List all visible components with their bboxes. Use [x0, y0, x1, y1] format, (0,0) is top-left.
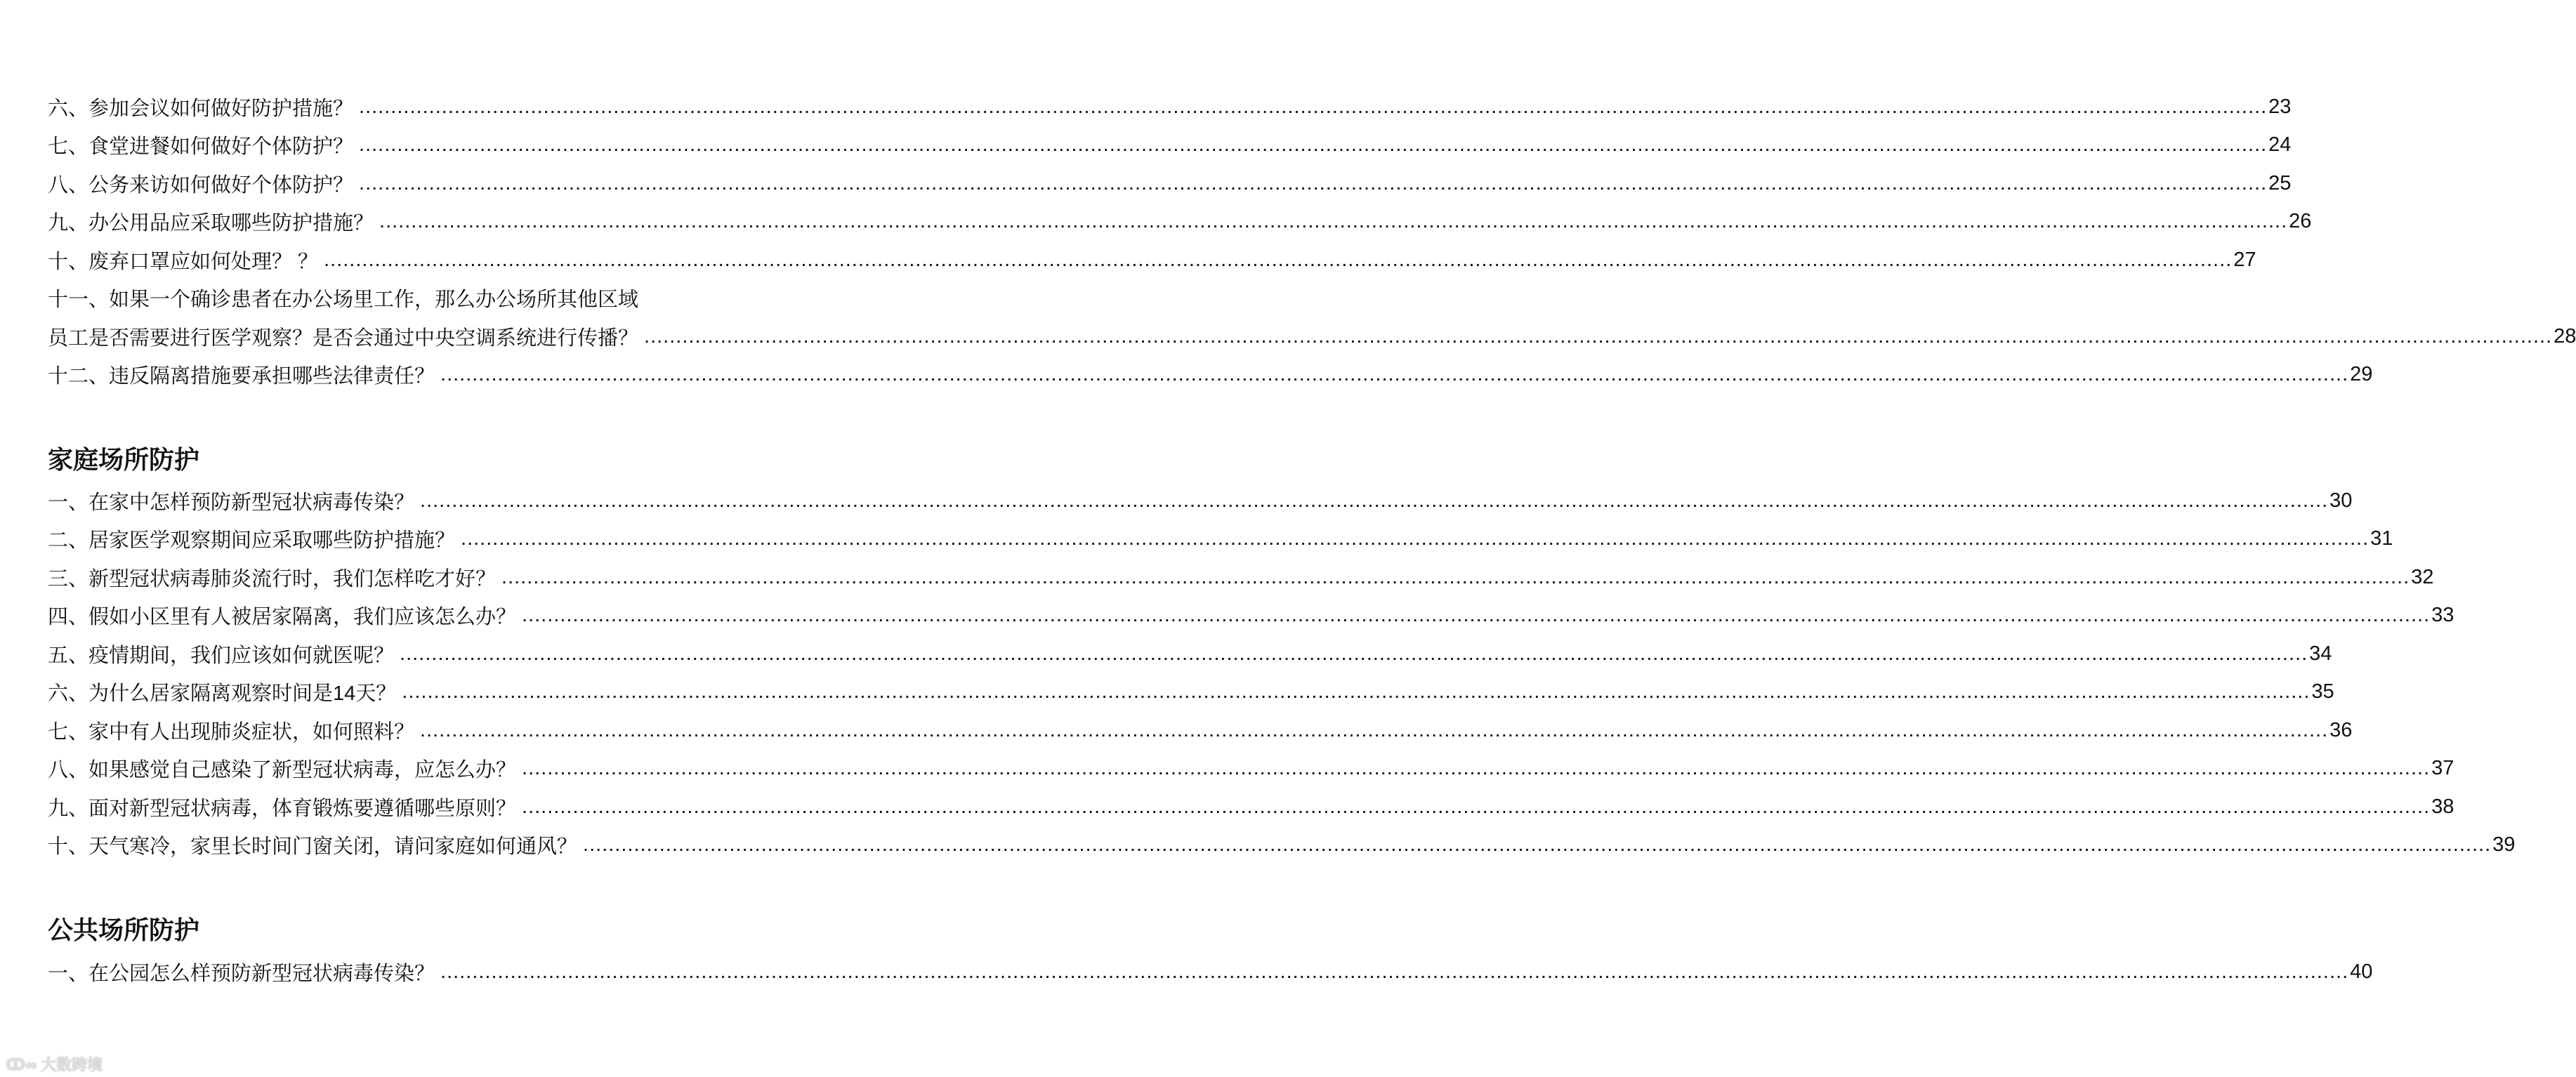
dot-leader: ............................................................................................................................................................................................................................................................................................................ [379, 210, 2288, 232]
toc-entry[interactable] [48, 126, 2292, 164]
toc-entry[interactable] [48, 673, 2334, 711]
toc-entry-title: 十、废弃口罩应如何处理？ ？ [48, 250, 319, 273]
toc-entry[interactable] [48, 203, 2312, 241]
toc-page-number: 28 [2554, 324, 2576, 348]
toc-page-number: 29 [2350, 363, 2373, 385]
toc-entry-title: 四、假如小区里有人被居家隔离，我们应该怎么办？ [48, 606, 517, 628]
toc-entry-title: 十二、违反隔离措施要承担哪些法律责任？ [48, 365, 435, 388]
toc-entry[interactable] [48, 88, 2292, 126]
section-heading: 家庭场所防护 [48, 445, 200, 474]
toc-entry-title: 八、如果感觉自己感染了新型冠状病毒，应怎么办？ [48, 759, 517, 781]
toc-entry[interactable] [48, 520, 2393, 558]
toc-entry-title: 九、面对新型冠状病毒，体育锻炼要遵循哪些原则？ [48, 797, 517, 820]
section-heading: 公共场所防护 [48, 916, 200, 944]
toc-entry-title: 一、在公园怎么样预防新型冠状病毒传染？ [48, 962, 435, 985]
toc-entry[interactable] [48, 750, 2455, 788]
toc-entry[interactable] [48, 317, 2576, 355]
toc-page-number: 39 [2492, 833, 2516, 856]
toc-page-number: 36 [2329, 718, 2353, 741]
toc-entry[interactable] [48, 711, 2353, 749]
toc-page-number: 40 [2350, 960, 2373, 983]
toc-entry-title: 三、新型冠状病毒肺炎流行时，我们怎样吃才好？ [48, 567, 497, 590]
dot-leader: ............................................................................................................................................................................................................................................................................................................ [522, 604, 2431, 626]
toc-page-number: 30 [2329, 489, 2353, 512]
toc-entry-title: 十、天气寒冷，家里长时间门窗关闭，请问家庭如何通风？ [48, 835, 578, 858]
toc-entry[interactable] [48, 241, 2256, 279]
dot-leader: ............................................................................................................................................................................................................................................................................................................ [402, 680, 2311, 703]
toc-entry[interactable] [48, 279, 704, 317]
toc-page-number: 24 [2268, 133, 2292, 156]
dot-leader: ............................................................................................................................................................................................................................................................................................................ [440, 363, 2349, 385]
toc-entry-title: 八、公务来访如何做好个体防护？ [48, 173, 354, 197]
toc-entry[interactable] [48, 953, 2373, 991]
dot-leader: ............................................................................................................................................................................................................................................................................................................ [644, 324, 2553, 348]
toc-page-number: 37 [2431, 757, 2455, 779]
toc-entry-title: 六、为什么居家隔离观察时间是14天？ [48, 682, 397, 705]
toc-entry-title: 一、在家中怎样预防新型冠状病毒传染？ [48, 491, 415, 514]
toc-entry[interactable] [48, 597, 2455, 635]
toc-page-number: 35 [2311, 680, 2334, 703]
dot-leader: ............................................................................................................................................................................................................................................................................................................ [522, 795, 2431, 818]
toc-entry-title: 十一、如果一个确诊患者在办公场里工作，那么办公场所其他区域 [48, 289, 639, 311]
dot-leader: ............................................................................................................................................................................................................................................................................................................ [501, 565, 2410, 588]
toc-entry-title: 五、疫情期间，我们应该如何就医呢？ [48, 644, 395, 667]
toc-entry[interactable] [48, 558, 2434, 596]
dot-leader: ............................................................................................................................................................................................................................................................................................................ [324, 248, 2233, 271]
toc-entry[interactable] [48, 482, 2353, 520]
toc-page-number: 25 [2268, 171, 2292, 194]
dot-leader: ............................................................................................................................................................................................................................................................................................................ [359, 133, 2268, 156]
dot-leader: ............................................................................................................................................................................................................................................................................................................ [420, 489, 2329, 512]
dot-leader: ............................................................................................................................................................................................................................................................................................................ [420, 718, 2329, 741]
toc-entry-title: 七、家中有人出现肺炎症状，如何照料？ [48, 720, 415, 744]
toc-entry-title: 九、办公用品应采取哪些防护措施？ [48, 212, 374, 234]
watermark-logo: ↀ∞ 大数跨境 [6, 1056, 103, 1073]
dot-leader: ............................................................................................................................................................................................................................................................................................................ [583, 833, 2492, 856]
toc-page-number: 32 [2411, 565, 2434, 588]
dot-leader: ............................................................................................................................................................................................................................................................................................................ [359, 95, 2268, 118]
dot-leader: ............................................................................................................................................................................................................................................................................................................ [461, 527, 2370, 550]
dot-leader: ............................................................................................................................................................................................................................................................................................................ [400, 642, 2308, 665]
toc-entry-title: 二、居家医学观察期间应采取哪些防护措施？ [48, 529, 456, 552]
toc-entry[interactable] [48, 356, 2373, 394]
toc-page-number: 27 [2233, 248, 2256, 271]
toc-entry-title: 员工是否需要进行医学观察？是否会通过中央空调系统进行传播？ [48, 326, 639, 350]
watermark-text: 大数跨境 [41, 1056, 103, 1073]
dot-leader: ............................................................................................................................................................................................................................................................................................................ [359, 171, 2268, 194]
toc-page-number: 34 [2309, 642, 2332, 665]
toc-entry[interactable] [48, 788, 2455, 826]
toc-page-number: 38 [2431, 795, 2455, 818]
toc-entry-title: 七、食堂进餐如何做好个体防护？ [48, 136, 354, 158]
dot-leader: ............................................................................................................................................................................................................................................................................................................ [440, 960, 2349, 983]
toc-entry[interactable] [48, 164, 2292, 202]
dot-leader: ............................................................................................................................................................................................................................................................................................................ [522, 757, 2431, 779]
toc-page-number: 33 [2431, 604, 2455, 626]
toc-page-number: 23 [2268, 95, 2292, 118]
toc-page-number: 26 [2289, 210, 2312, 232]
toc-entry[interactable] [48, 635, 2332, 673]
toc-entry-title: 六、参加会议如何做好防护措施？ [48, 97, 354, 120]
toc-page-number: 31 [2370, 527, 2393, 550]
toc-entry[interactable] [48, 826, 2516, 864]
